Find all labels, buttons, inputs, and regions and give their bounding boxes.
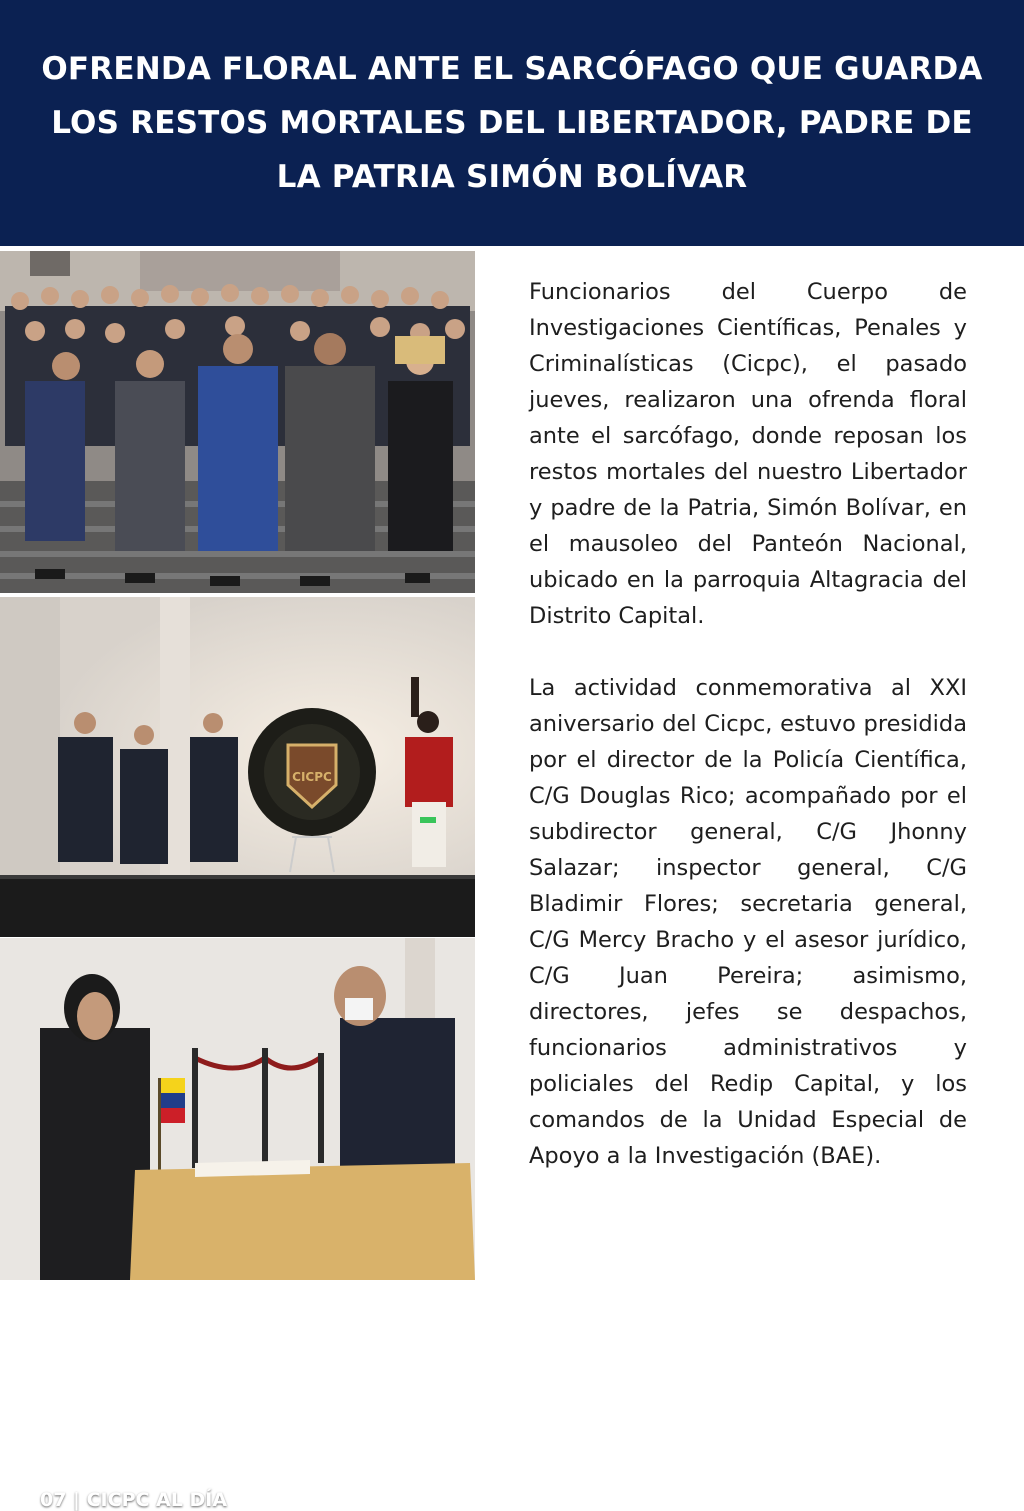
wreath-ceremony-photo <box>0 597 475 937</box>
group-photo <box>0 251 475 593</box>
article-paragraph: Funcionarios del Cuerpo de Investigaciones Científicas, Penales y Criminalísticas (Cicpc), el pasado jueves, realizaron una ofrenda floral ante el sarcófago, donde reposan los restos mortales del nuestro Libertador y padre de la Patria, Simón Bolívar, en el mausoleo del Panteón Nacional, ubicado en la parroquia Altagracia del Distrito Capital. <box>529 279 967 629</box>
photo-column <box>0 251 475 1511</box>
page-title: OFRENDA FLORAL ANTE EL SARCÓFAGO QUE GUARDA LOS RESTOS MORTALES DEL LIBERTADOR, PADRE DE LA PATRIA SIMÓN BOLÍVAR <box>41 51 983 195</box>
article-paragraph: La actividad conmemorativa al XXI aniversario del Cicpc, estuvo presidida por el director de la Policía Científica, C/G Douglas Rico; acompañado por el subdirector general, C/G Jhonny Salazar; inspector general, C/G Bladimir Flores; secretaria general, C/G Mercy Bracho y el asesor jurídico, C/G Juan Pereira; asimismo, directores, jefes se despachos, funcionarios administrativos y policiales del Redip Capital, y los comandos de la Unidad Especial de Apoyo a la Investigación (BAE). <box>529 675 967 1169</box>
guestbook-signing-photo <box>0 938 475 1280</box>
wreath-emblem-text: CICPC <box>292 770 332 784</box>
header-banner <box>0 0 1024 246</box>
page-footer-label: 07 | CICPC AL DÍA <box>40 1489 228 1511</box>
article-body <box>529 274 967 1210</box>
